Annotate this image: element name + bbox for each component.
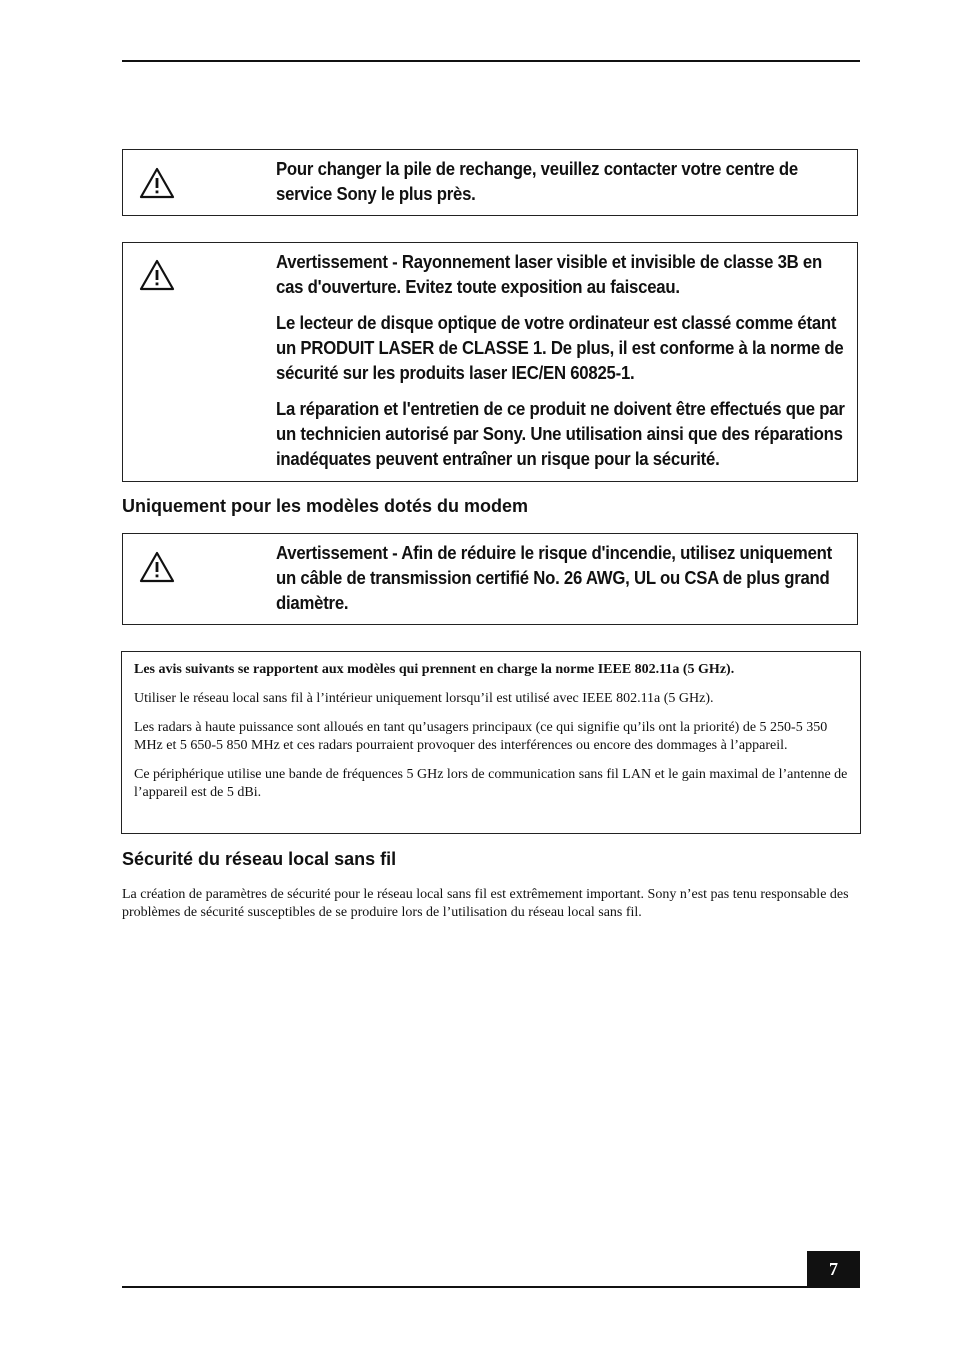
warning-box-modem <box>122 533 858 625</box>
warning-triangle-icon <box>139 551 175 583</box>
warning-text: Avertissement - Rayonnement laser visible et invisible de classe 3B en cas d'ouverture. Evitez toute exposition au faisceau. <box>276 252 822 297</box>
footer-rule <box>122 1286 860 1288</box>
warning-triangle-icon <box>139 167 175 199</box>
section-heading-modem: Uniquement pour les modèles dotés du modem <box>122 496 529 516</box>
notice-paragraph: Ce périphérique utilise une bande de fréquences 5 GHz lors de communication sans fil LAN et le gain maximal de l’antenne de l’appareil est de 5 dBi. <box>134 767 848 800</box>
warning-box-laser <box>122 242 858 482</box>
page-number: 7 <box>807 1251 860 1287</box>
notice-paragraph: Les radars à haute puissance sont alloués en tant qu’usagers principaux (ce qui signifie qu’ils ont la priorité) de 5 250-5 350 MHz et 5 650-5 850 MHz et ces radars pourraient provoquer des interférences ou encore des dommages à l’appareil. <box>134 720 828 753</box>
wireless-notice-box <box>121 651 861 834</box>
warning-text: Pour changer la pile de rechange, veuillez contacter votre centre de service Sony le plus près. <box>276 159 798 204</box>
warning-triangle-icon <box>139 259 175 291</box>
warning-text: La réparation et l'entretien de ce produit ne doivent être effectués que par un technicien autorisé par Sony. Une utilisation ainsi que des réparations inadéquates peuvent entraîner un risque pour la sécurité. <box>276 399 845 469</box>
notice-title: Les avis suivants se rapportent aux modèles qui prennent en charge la norme IEEE 802.11a (5 GHz). <box>134 662 735 677</box>
warning-text: Avertissement - Afin de réduire le risque d'incendie, utilisez uniquement un câble de transmission certifié No. 26 AWG, UL ou CSA de plus grand diamètre. <box>276 543 832 613</box>
notice-paragraph: Utiliser le réseau local sans fil à l’intérieur uniquement lorsqu’il est utilisé avec IEEE 802.11a (5 GHz). <box>134 691 714 706</box>
section-heading-wlan-security: Sécurité du réseau local sans fil <box>122 849 397 869</box>
security-paragraph: La création de paramètres de sécurité pour le réseau local sans fil est extrêmement important. Sony n’est pas tenu responsable des problèmes de sécurité susceptibles de se produire lors de l’utilisation du réseau local sans fil. <box>122 887 849 920</box>
warning-box-battery <box>122 149 858 216</box>
header-rule <box>122 60 860 62</box>
warning-text: Le lecteur de disque optique de votre ordinateur est classé comme étant un PRODUIT LASER de CLASSE 1. De plus, il est conforme à la norme de sécurité sur les produits laser IEC/EN 60825-1. <box>276 313 844 383</box>
